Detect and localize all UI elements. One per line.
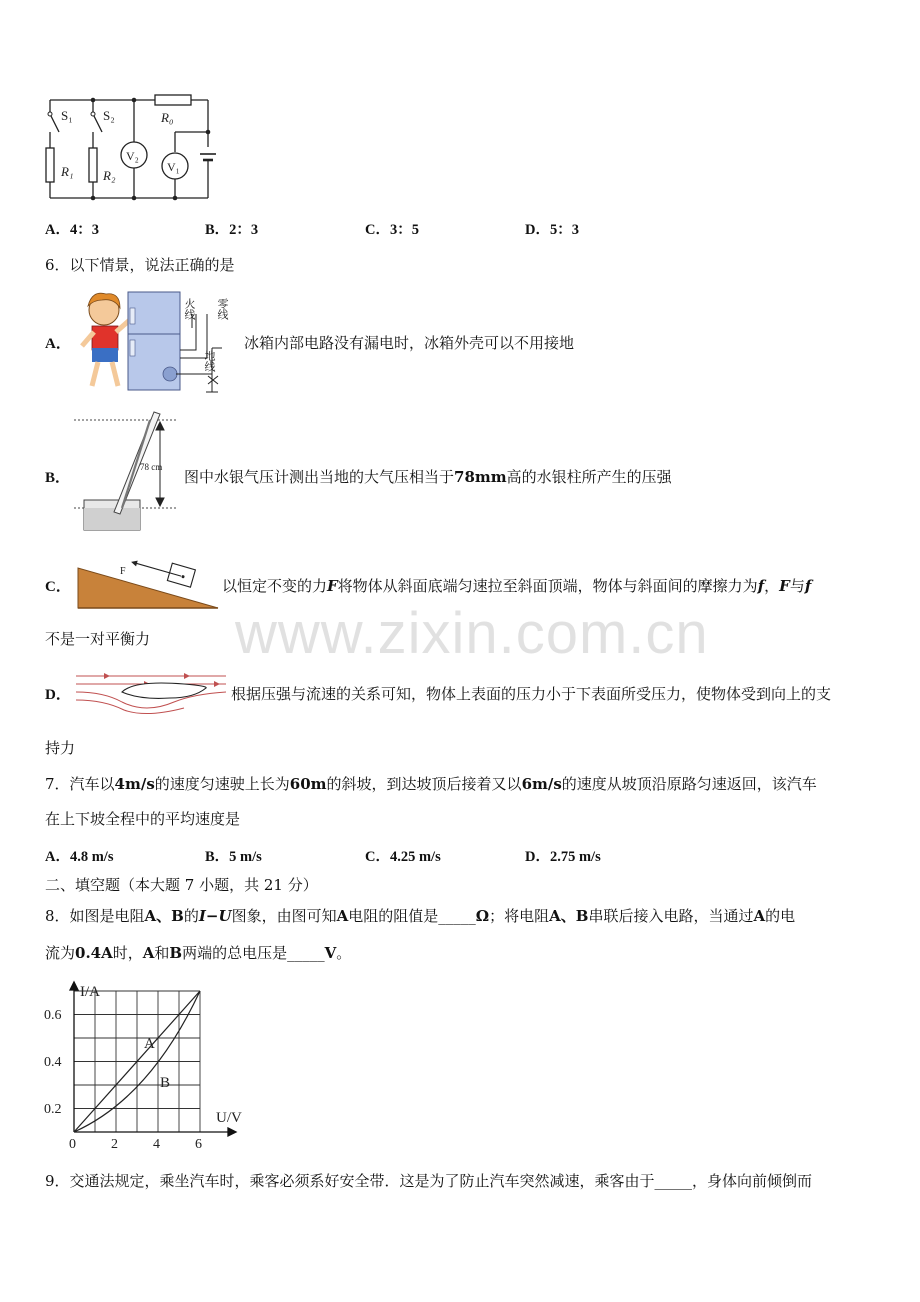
q7-option-b[interactable]: B．5 m/s bbox=[205, 849, 262, 865]
q6-d-label[interactable]: D． bbox=[45, 687, 71, 703]
q8-text-2e: 。 bbox=[336, 944, 352, 962]
q6-c-text-3: ， bbox=[764, 577, 780, 595]
fridge-grounding-figure bbox=[72, 288, 242, 396]
q8-ohm: Ω bbox=[475, 907, 490, 925]
q8-text-g: 的电 bbox=[765, 907, 796, 925]
q8-text-2a: 流为 bbox=[45, 944, 76, 962]
y-tick-06: 0.6 bbox=[44, 1008, 62, 1023]
q8-line2 bbox=[45, 942, 880, 963]
q8-2b: B bbox=[169, 944, 183, 962]
height-label: 78 cm bbox=[140, 462, 163, 472]
q5-circuit-diagram bbox=[45, 92, 220, 204]
q6-b-text-post: 高的水银柱所产生的压强 bbox=[506, 468, 672, 486]
q6-c-text-1: 以恒定不变的力 bbox=[222, 577, 328, 595]
q8-a2: A bbox=[753, 907, 766, 925]
q6-c-line2: 不是一对平衡力 bbox=[45, 630, 151, 648]
y-axis-label: I/A bbox=[80, 984, 100, 1000]
q8-text-f: 串联后接入电路，当通过 bbox=[588, 907, 754, 925]
q7-text-b: 的速度匀速驶上长为 bbox=[154, 775, 290, 793]
s2-label: S₂ bbox=[103, 108, 115, 123]
q6-c-text bbox=[222, 575, 811, 596]
force-label: F bbox=[120, 566, 126, 577]
q6-c-text-4: 与 bbox=[789, 577, 805, 595]
x-tick-2: 2 bbox=[111, 1137, 118, 1150]
q6-b-text bbox=[184, 466, 672, 487]
q8-blank-1[interactable]: 电阻的阻值是_____ bbox=[348, 907, 476, 925]
r2-label: R₂ bbox=[103, 168, 116, 183]
y-tick-02: 0.2 bbox=[44, 1102, 62, 1117]
q8-2a: A bbox=[142, 944, 155, 962]
watermark: www.zixin.com.cn bbox=[235, 601, 709, 666]
r0-label: R₀ bbox=[161, 110, 174, 125]
q7-text-e: 的速度从坡顶沿原路匀速返回，该汽车 bbox=[561, 775, 817, 793]
q6-b-value: 78mm bbox=[454, 468, 507, 486]
q7-option-c[interactable]: C．4.25 m/s bbox=[365, 849, 441, 865]
q6-d-line2: 持力 bbox=[45, 739, 76, 757]
q5-option-a[interactable]: A．4：3 bbox=[45, 222, 99, 238]
q7-text-c: 的斜坡，到达坡顶后接着又以 bbox=[326, 775, 522, 793]
q8-text-c: 图象，由图可知 bbox=[231, 907, 337, 925]
q7-option-a[interactable]: A．4.8 m/s bbox=[45, 849, 114, 865]
wing-airflow-figure bbox=[74, 668, 229, 716]
q6-c-text-2: 将物体从斜面底端匀速拉至斜面顶端，物体与斜面间的摩擦力为 bbox=[337, 577, 758, 595]
q6-b-label[interactable]: B． bbox=[45, 470, 71, 486]
q8-volt: V bbox=[324, 944, 337, 962]
q9-text: 9．交通法规定，乘坐汽车时，乘客必须系好安全带．这是为了防止汽车突然减速，乘客由于_____，身体向前倾倒而 bbox=[45, 1172, 813, 1190]
x-tick-0: 0 bbox=[69, 1137, 76, 1150]
q5-option-d[interactable]: D．5：3 bbox=[525, 222, 579, 238]
q8-ab2: A、B bbox=[549, 907, 589, 925]
q6-stem: 6．以下情景，说法正确的是 bbox=[45, 256, 235, 274]
q7-speed-down: 6m/s bbox=[521, 775, 562, 793]
v2-label: V₂ bbox=[126, 149, 139, 163]
x-tick-4: 4 bbox=[153, 1137, 160, 1150]
q8-ab: A、B bbox=[144, 907, 184, 925]
q8-line1 bbox=[45, 905, 880, 926]
q7-option-d[interactable]: D．2.75 m/s bbox=[525, 849, 601, 865]
q5-option-c[interactable]: C．3：5 bbox=[365, 222, 419, 238]
q7-line1 bbox=[45, 773, 880, 794]
v1-label: V₁ bbox=[167, 160, 180, 174]
q7-text-a: 7．汽车以 bbox=[45, 775, 115, 793]
incline-figure bbox=[76, 560, 221, 610]
q6-c-force-F2: F bbox=[779, 577, 790, 595]
y-tick-04: 0.4 bbox=[44, 1055, 62, 1070]
q5-option-b[interactable]: B．2：3 bbox=[205, 222, 259, 238]
q6-c-friction-f2: f bbox=[804, 577, 812, 595]
iu-graph bbox=[40, 980, 255, 1150]
q6-c-force-F: F bbox=[327, 577, 338, 595]
section-fill-in-blank-heading: 二、填空题（本大题 7 小题，共 21 分） bbox=[45, 876, 318, 894]
curve-b-label: B bbox=[160, 1075, 171, 1091]
mercury-barometer-figure bbox=[72, 410, 182, 536]
x-axis-label: U/V bbox=[216, 1110, 242, 1126]
q6-c-friction-f: f bbox=[757, 577, 765, 595]
q8-text-a: 8．如图是电阻 bbox=[45, 907, 145, 925]
s1-label: S₁ bbox=[61, 108, 73, 123]
q8-text-2b: 时， bbox=[112, 944, 143, 962]
live-wire-label: 火线 bbox=[183, 298, 195, 320]
q8-text-e: ；将电阻 bbox=[489, 907, 550, 925]
q7-distance: 60m bbox=[289, 775, 327, 793]
q6-a-label[interactable]: A． bbox=[45, 336, 71, 352]
q8-text-2c: 和 bbox=[154, 944, 170, 962]
neutral-wire-label: 零线 bbox=[216, 298, 228, 320]
q6-a-text: 冰箱内部电路没有漏电时，冰箱外壳可以不用接地 bbox=[244, 334, 575, 352]
q7-line2: 在上下坡全程中的平均速度是 bbox=[45, 810, 241, 828]
q6-c-label[interactable]: C． bbox=[45, 579, 71, 595]
ground-wire-label: 地线 bbox=[203, 350, 215, 372]
r1-label: R₁ bbox=[61, 164, 74, 179]
curve-a-label: A bbox=[144, 1036, 155, 1052]
q8-blank-2[interactable]: 两端的总电压是_____ bbox=[182, 944, 325, 962]
q6-b-text-pre: 图中水银气压计测出当地的大气压相当于 bbox=[184, 468, 455, 486]
q8-current: 0.4A bbox=[75, 944, 113, 962]
q8-iu: I−U bbox=[198, 907, 232, 925]
q8-a: A bbox=[336, 907, 349, 925]
q6-d-text: 根据压强与流速的关系可知，物体上表面的压力小于下表面所受压力，使物体受到向上的支 bbox=[231, 685, 832, 703]
q8-text-b: 的 bbox=[183, 907, 199, 925]
x-tick-6: 6 bbox=[195, 1137, 202, 1150]
q7-speed-up: 4m/s bbox=[114, 775, 155, 793]
